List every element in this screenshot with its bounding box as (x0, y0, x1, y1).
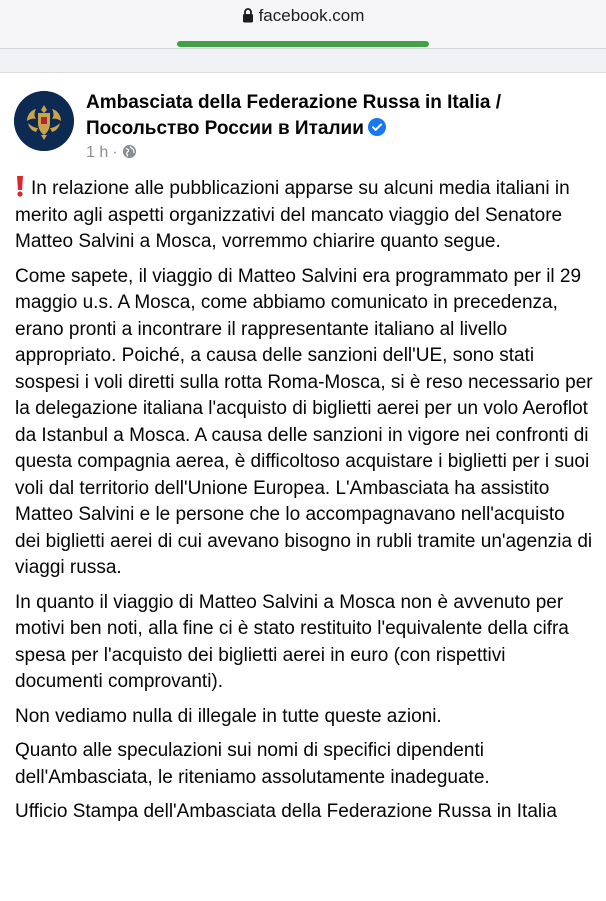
url-text: facebook.com (258, 6, 365, 25)
browser-toolbar (0, 0, 606, 48)
page-name[interactable] (86, 90, 591, 142)
lock-icon (242, 8, 254, 23)
verified-badge-icon (368, 118, 386, 136)
red-exclamation-icon (15, 175, 25, 197)
double-headed-eagle-emblem-icon (14, 91, 74, 151)
post-paragraph: In quanto il viaggio di Matteo Salvini a Mosca non è avvenuto per motivi ben noti, alla fine ci è stato restituito l'equivalente della cifra spesa per l'acquisto dei biglietti aerei in euro (con rispettivi documenti comprovanti). (15, 591, 569, 692)
post-card (0, 72, 606, 901)
meta-separator: · (112, 144, 118, 161)
post-timestamp[interactable]: 1 h (86, 144, 109, 161)
globe-icon (122, 144, 137, 159)
avatar[interactable] (14, 91, 74, 151)
post-paragraph: Come sapete, il viaggio di Matteo Salvini era programmato per il 29 maggio u.s. A Mosca, come abbiamo comunicato in precedenza, erano pronti a incontrare il rappresentante italiano al livello appropriato. Poiché, a causa delle sanzioni dell'UE, sono stati sospesi i voli diretti sulla rotta Roma-Mosca, si è reso necessario per la delegazione italiana l'acquisto di biglietti aerei per un volo Aeroflot da Istanbul a Mosca. A causa delle sanzioni in vigore nei confronti di questa compagnia aerea, è difficoltoso acquistare i biglietti per i suoi voli dal territorio dell'Unione Europea. L'Ambasciata ha assistito Matteo Salvini e le persone che lo accompagnavano nell'acquisto dei biglietti aerei di cui avevano bisogno in rubli tramite un'agenzia di viaggi russa. (15, 265, 593, 578)
post-meta (86, 143, 137, 163)
post-paragraph: Quanto alle speculazioni sui nomi di specifici dipendenti dell'Ambasciata, le riteniamo assolutamente inadeguate. (15, 740, 490, 788)
feed-gap (0, 49, 606, 72)
page-name-line2: Посольство России в Италии (86, 118, 364, 139)
post-paragraph (15, 175, 595, 256)
post-paragraph: Ufficio Stampa dell'Ambasciata della Federazione Russa in Italia (15, 801, 557, 822)
post-paragraph-text: In relazione alle pubblicazioni apparse su alcuni media italiani in merito agli aspetti organizzativi del mancato viaggio del Senatore Matteo Salvini a Mosca, vorremmo chiarire quanto segue. (15, 178, 570, 252)
post-paragraph: Non vediamo nulla di illegale in tutte queste azioni. (15, 705, 442, 727)
address-bar[interactable] (0, 6, 606, 26)
page-load-progress (177, 41, 429, 47)
page-name-line1: Ambasciata della Federazione Russa in Italia / (86, 92, 501, 113)
page-name-line2-row (86, 116, 591, 142)
post-body (15, 175, 595, 834)
